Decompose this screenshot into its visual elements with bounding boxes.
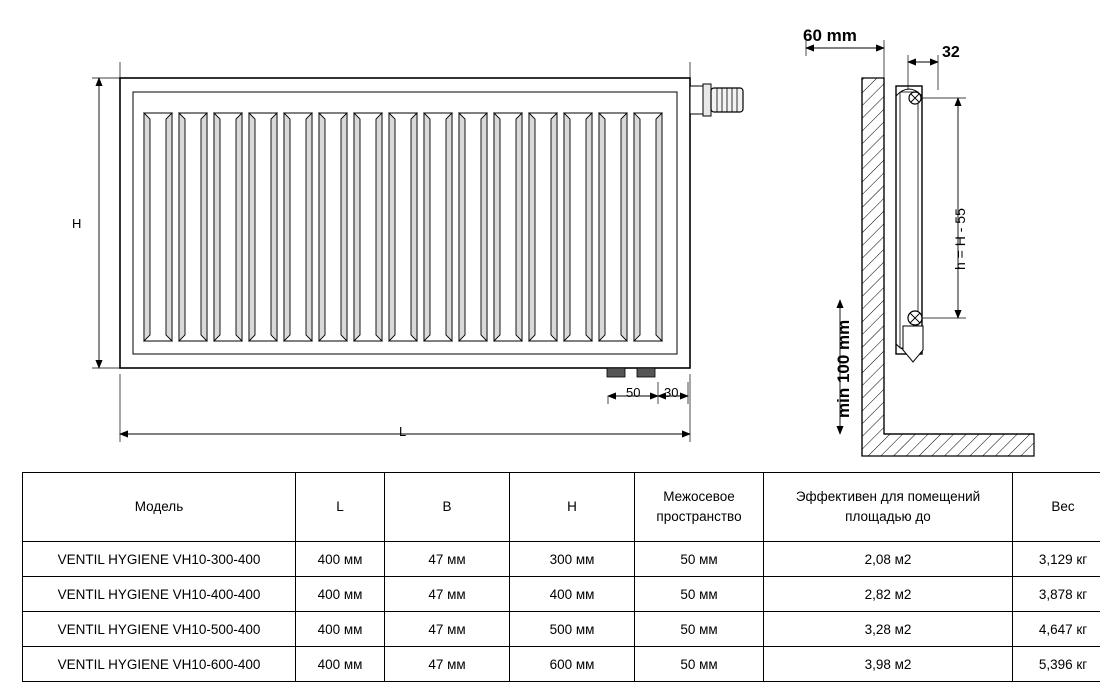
cell-model: VENTIL HYGIENE VH10-300-400	[23, 542, 296, 577]
cell-model: VENTIL HYGIENE VH10-600-400	[23, 647, 296, 682]
cell-weight: 3,129 кг	[1013, 542, 1100, 577]
cell-length: 400 мм	[296, 577, 385, 612]
cell-effective-area: 3,28 м2	[764, 612, 1013, 647]
cell-model: VENTIL HYGIENE VH10-400-400	[23, 577, 296, 612]
table-row	[23, 542, 1100, 577]
front-view-length-label: L	[399, 424, 406, 439]
cell-center-distance: 50 мм	[635, 577, 764, 612]
header-effective-area	[764, 473, 1013, 542]
cell-model: VENTIL HYGIENE VH10-500-400	[23, 612, 296, 647]
front-view	[92, 62, 743, 442]
cell-depth: 47 мм	[385, 647, 510, 682]
side-view-dim-32: 32	[942, 44, 960, 62]
side-view-floor-clearance-label: min 100 mm	[834, 320, 854, 418]
cell-effective-area: 3,98 м2	[764, 647, 1013, 682]
cell-center-distance: 50 мм	[635, 647, 764, 682]
cell-depth: 47 мм	[385, 577, 510, 612]
cell-weight: 5,396 кг	[1013, 647, 1100, 682]
cell-weight: 3,878 кг	[1013, 577, 1100, 612]
side-view-depth-label: 60 mm	[803, 26, 857, 46]
cell-depth: 47 мм	[385, 542, 510, 577]
header-center-distance-line2: пространство	[637, 507, 761, 527]
header-depth: B	[385, 473, 510, 542]
cell-center-distance: 50 мм	[635, 612, 764, 647]
header-length: L	[296, 473, 385, 542]
table-row	[23, 577, 1100, 612]
header-weight: Вес	[1013, 473, 1100, 542]
cell-length: 400 мм	[296, 542, 385, 577]
cell-center-distance: 50 мм	[635, 542, 764, 577]
cell-length: 400 мм	[296, 612, 385, 647]
valve-head	[690, 84, 743, 116]
table-header-row	[23, 473, 1100, 542]
cell-effective-area: 2,08 м2	[764, 542, 1013, 577]
front-view-height-label: H	[72, 216, 81, 231]
cell-effective-area: 2,82 м2	[764, 577, 1013, 612]
front-view-dim-50: 50	[626, 385, 640, 400]
cell-height: 600 мм	[510, 647, 635, 682]
cell-height: 300 мм	[510, 542, 635, 577]
header-center-distance-line1: Межосевое	[637, 487, 761, 507]
header-center-distance	[635, 473, 764, 542]
spec-table	[22, 472, 1100, 682]
table-row	[23, 612, 1100, 647]
spec-table-wrapper	[22, 472, 1078, 682]
side-view-height-label: h = H - 55	[952, 208, 968, 270]
cell-height: 500 мм	[510, 612, 635, 647]
cell-depth: 47 мм	[385, 612, 510, 647]
header-height: H	[510, 473, 635, 542]
header-effective-area-line2: площадью до	[766, 507, 1010, 527]
table-row	[23, 647, 1100, 682]
header-effective-area-line1: Эффективен для помещений	[766, 487, 1010, 507]
front-view-dim-30: 30	[664, 385, 678, 400]
cell-weight: 4,647 кг	[1013, 612, 1100, 647]
cell-height: 400 мм	[510, 577, 635, 612]
cell-length: 400 мм	[296, 647, 385, 682]
header-model: Модель	[23, 473, 296, 542]
